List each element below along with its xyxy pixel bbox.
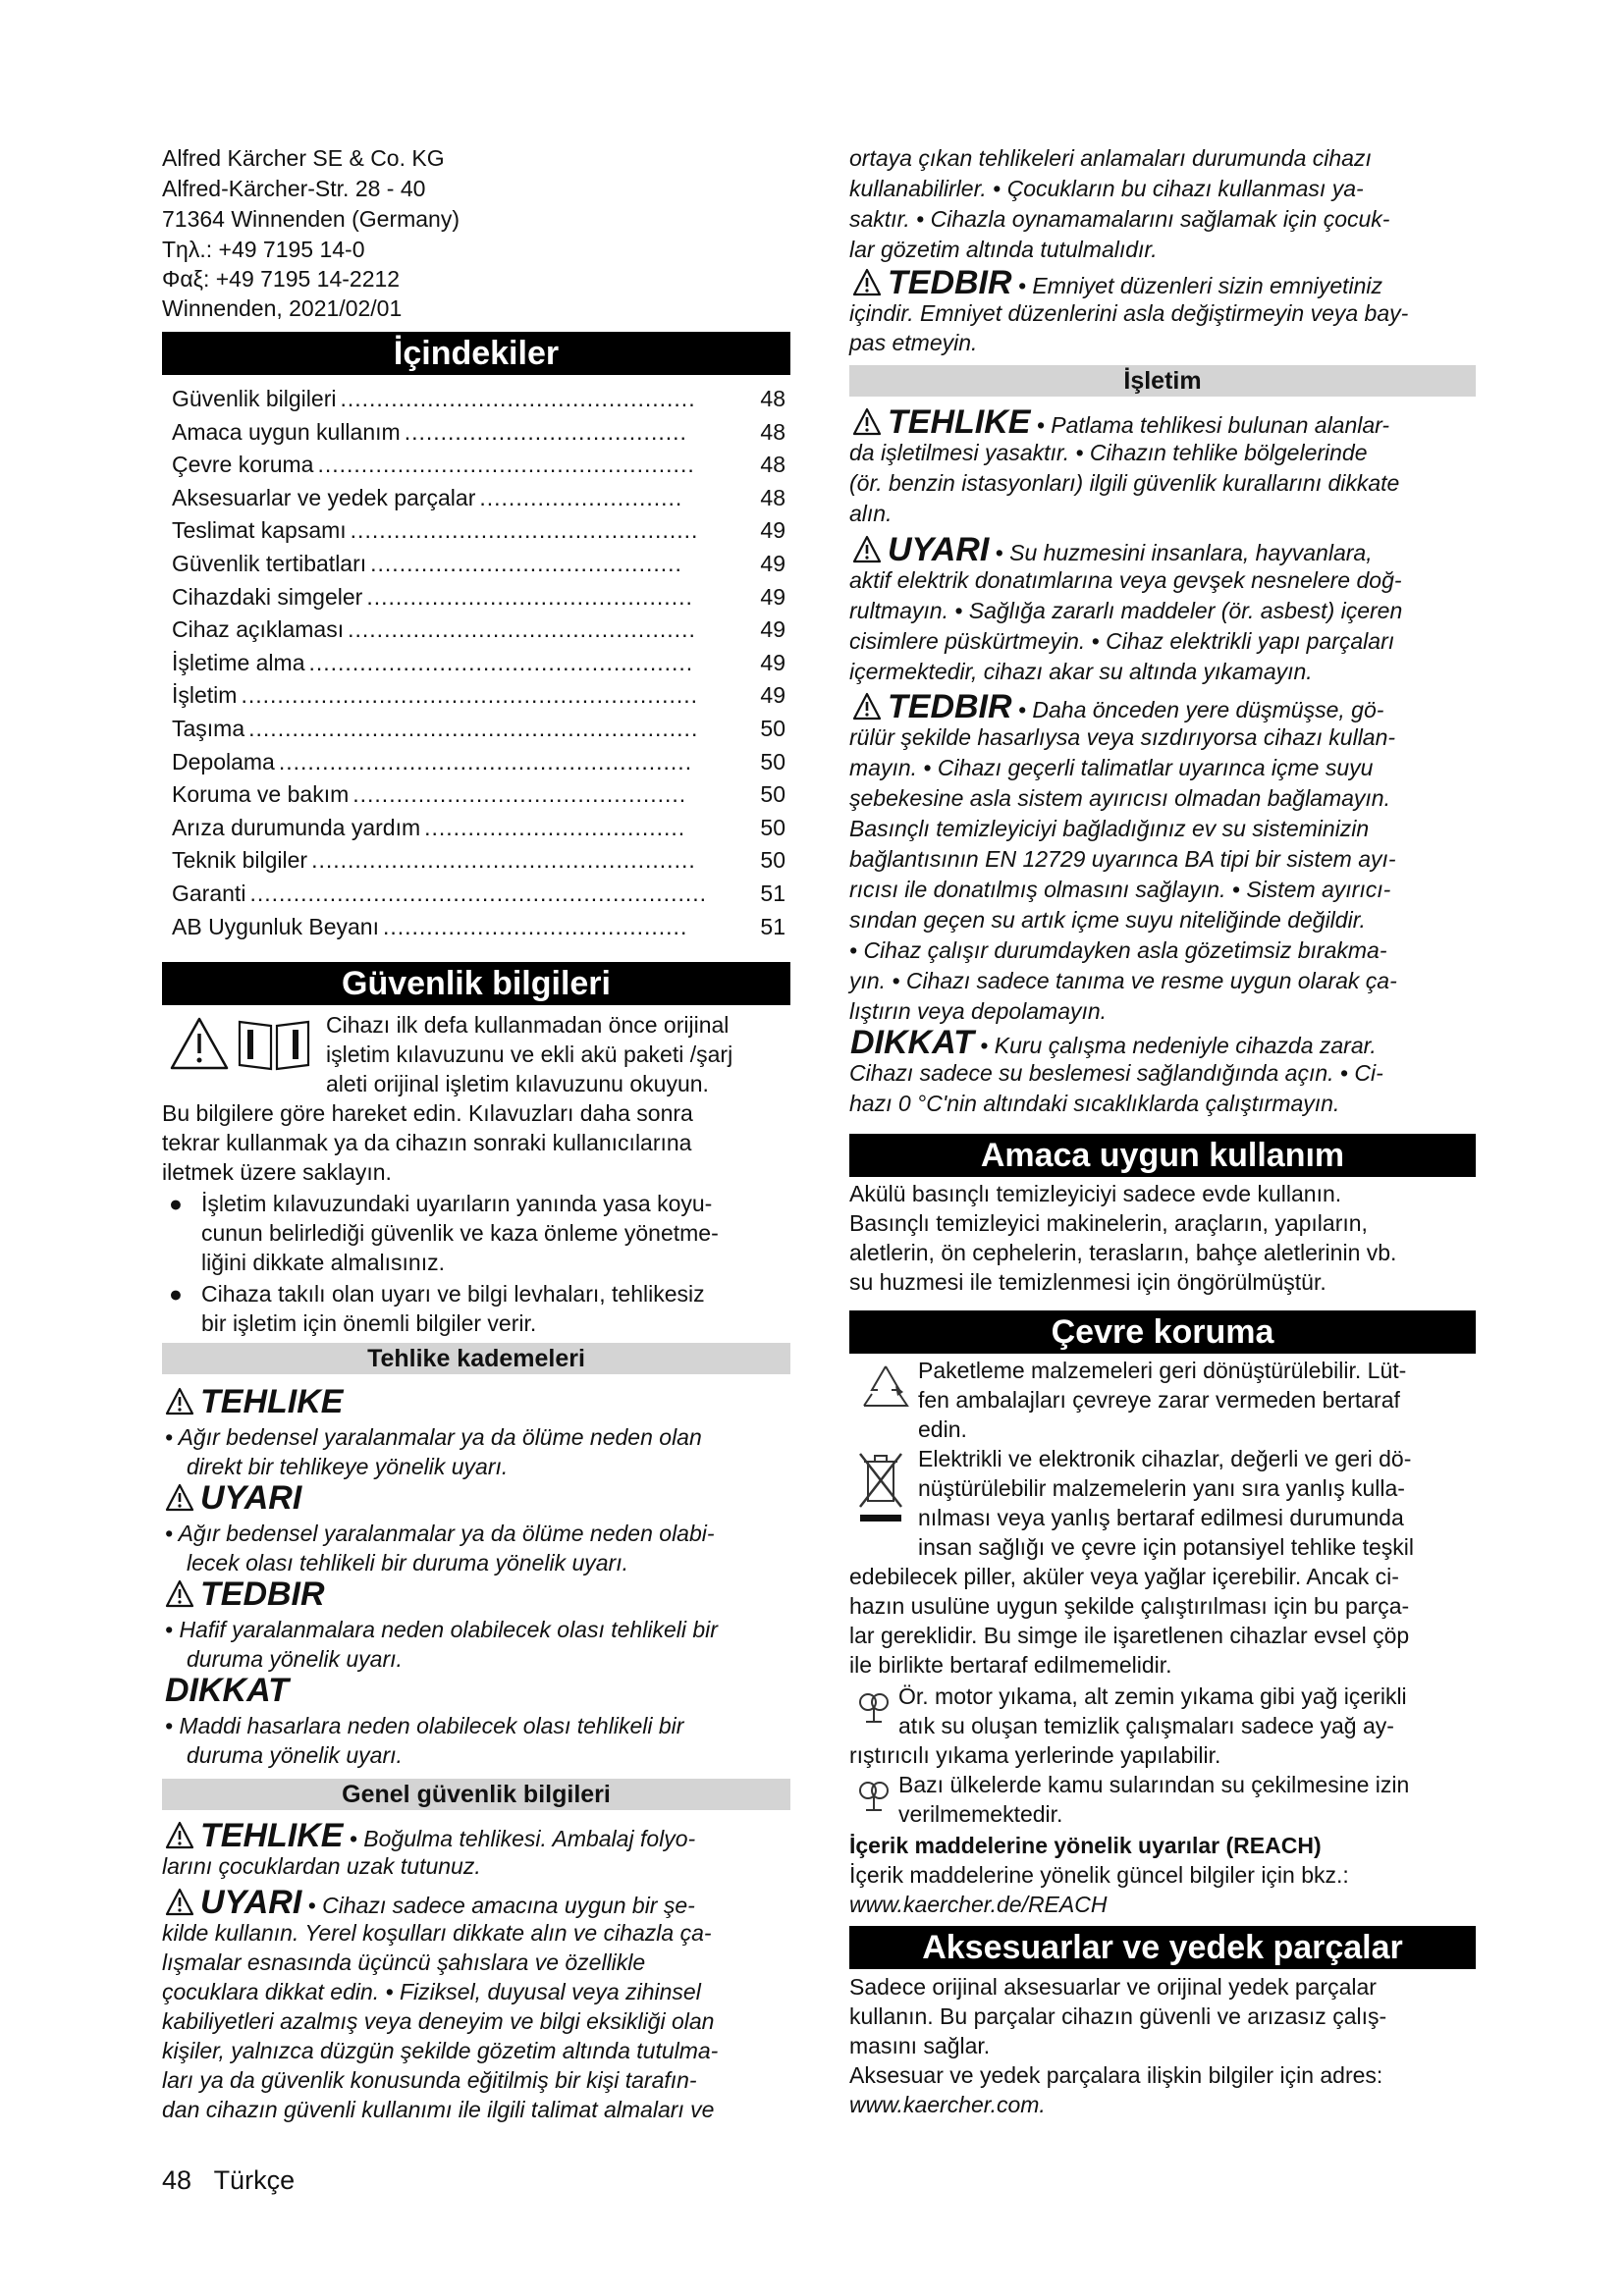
- text-line: hazı 0 °C'nin altındaki sıcaklıklarda çalıştırmayın.: [849, 1091, 1340, 1116]
- text-line: kilde kullanın. Yerel koşulları dikkate alın ve cihazla ça-: [162, 1920, 712, 1946]
- toc-entry[interactable]: [172, 383, 785, 414]
- toc-page-number: 50: [754, 746, 785, 777]
- toc-entry[interactable]: [172, 482, 785, 513]
- toc-entry[interactable]: [172, 581, 785, 613]
- toc-entry[interactable]: [172, 614, 785, 645]
- text-line: dan cihazın güvenli kullanımı ile ilgili talimat almaları ve: [162, 2097, 715, 2122]
- water-tap-icon: [856, 1775, 892, 1814]
- toc-page-number: 49: [754, 679, 785, 711]
- bullet-dot: ●: [169, 1281, 183, 1307]
- toc-leader: .............................................: [366, 583, 693, 610]
- text-line: ortaya çıkan tehlikeleri anlamaları durumunda cihazı: [849, 145, 1372, 171]
- toc-label: İşletime alma: [172, 649, 305, 675]
- text-line: kişiler, yalnızca düzgün şekilde gözetim altında tutulma-: [162, 2038, 719, 2063]
- text-line: nılması veya yanlış bertaraf edilmesi durumunda: [918, 1505, 1404, 1530]
- hazard-label: TEHLIKE: [888, 403, 1031, 441]
- toc-leader: ..........................................: [382, 913, 688, 939]
- hazard-dikkat: DIKKAT: [165, 1672, 289, 1709]
- toc-leader: ............................: [479, 484, 683, 510]
- toc-label: Güvenlik bilgileri: [172, 386, 337, 411]
- accessories-link[interactable]: www.kaercher.com.: [849, 2092, 1046, 2117]
- text-line: aletlerin, ön cephelerin, terasların, bahçe aletlerinin vb.: [849, 1240, 1397, 1265]
- text-line: rultmayın. • Sağlığa zararlı maddeler (ör. asbest) içeren: [849, 598, 1403, 623]
- address-date: Winnenden, 2021/02/01: [162, 295, 403, 321]
- text-line: • Ağır bedensel yaralanmalar ya da ölüme neden olabi-: [165, 1521, 715, 1546]
- text-line: edebilecek piller, aküler veya yağlar içerebilir. Ancak ci-: [849, 1564, 1399, 1589]
- text-line: • Daha önceden yere düşmüşse, gö-: [1017, 697, 1384, 722]
- text-line: edin.: [918, 1416, 967, 1442]
- toc-entry[interactable]: [172, 647, 785, 678]
- toc-page-number: 48: [754, 383, 785, 414]
- footer-language: Türkçe: [213, 2165, 296, 2195]
- toc-page-number: 50: [754, 812, 785, 843]
- text-line: Elektrikli ve elektronik cihazlar, değerli ve geri dö-: [918, 1446, 1412, 1471]
- text-line: • Boğulma tehlikesi. Ambalaj folyo-: [349, 1826, 696, 1851]
- section-title-safety: Güvenlik bilgileri: [162, 962, 790, 1005]
- toc-page-number: 49: [754, 614, 785, 645]
- toc-label: Cihaz açıklaması: [172, 616, 345, 643]
- toc-leader: .....................................................: [308, 649, 694, 675]
- hazard-uyari: [165, 1478, 301, 1518]
- toc-leader: ...............................................................: [241, 682, 699, 709]
- toc-leader: .........................................................: [278, 748, 693, 774]
- crossed-bin-icon: [856, 1448, 905, 1524]
- toc-entry[interactable]: [172, 911, 785, 942]
- toc-label: Aksesuarlar ve yedek parçalar: [172, 484, 476, 510]
- subsection-title-hazard-levels: Tehlike kademeleri: [162, 1343, 790, 1374]
- toc-label: Teknik bilgiler: [172, 847, 308, 874]
- toc-leader: ....................................: [424, 814, 686, 840]
- toc-entry[interactable]: [172, 812, 785, 843]
- hazard-label: UYARI: [888, 531, 990, 568]
- list-item: bir işletim için önemli bilgiler verir.: [201, 1310, 537, 1336]
- toc-entry[interactable]: [172, 878, 785, 909]
- text-line: saktır. • Cihazla oynamamalarını sağlamak için çocuk-: [849, 206, 1390, 232]
- reach-title: İçerik maddelerine yönelik uyarılar (REACH): [849, 1833, 1322, 1858]
- toc-leader: ................................................: [350, 517, 699, 544]
- text-line: iletmek üzere saklayın.: [162, 1159, 392, 1185]
- toc-label: Çevre koruma: [172, 452, 314, 478]
- text-line: duruma yönelik uyarı.: [187, 1742, 403, 1768]
- toc-label: Cihazdaki simgeler: [172, 583, 363, 610]
- list-item: Cihaza takılı olan uyarı ve bilgi levhaları, tehlikesiz: [201, 1281, 705, 1307]
- hazard-label: TEHLIKE: [200, 1383, 344, 1420]
- page-number: 48: [162, 2165, 192, 2195]
- text-line: verilmemektedir.: [898, 1801, 1063, 1827]
- toc-entry[interactable]: [172, 778, 785, 810]
- text-line: Basınçlı temizleyiciyi bağladığınız ev su sisteminizin: [849, 816, 1370, 841]
- text-line: • Maddi hasarlara neden olabilecek olası tehlikeli bir: [165, 1713, 684, 1738]
- text-line: masını sağlar.: [849, 2033, 991, 2058]
- toc-leader: ..............................................................: [248, 716, 699, 741]
- toc-title: İçindekiler: [162, 332, 790, 375]
- toc-label: Koruma ve bakım: [172, 781, 350, 808]
- text-line: kullanın. Bu parçalar cihazın güvenli ve arızasız çalış-: [849, 2003, 1387, 2029]
- text-line: lıştırın veya depolamayın.: [849, 998, 1108, 1024]
- hazard-label: DIKKAT: [850, 1024, 974, 1061]
- address-phone: Tηλ.: +49 7195 14-0: [162, 237, 365, 262]
- text-line: Paketleme malzemeleri geri dönüştürülebilir. Lüt-: [918, 1358, 1407, 1383]
- toc-page-number: 48: [754, 482, 785, 513]
- toc-label: Depolama: [172, 748, 275, 774]
- text-line: lar gereklidir. Bu simge ile işaretlenen cihazlar evsel çöp: [849, 1623, 1410, 1648]
- text-line: içermektedir, cihazı akar su altında yıkamayın.: [849, 659, 1313, 684]
- text-line: rülür şekilde hasarlıysa veya sızdırıyorsa cihazı kullan-: [849, 724, 1396, 750]
- list-item: cunun belirlediği güvenlik ve kaza önleme yönetme-: [201, 1220, 719, 1246]
- hazard-label: TEDBIR: [888, 688, 1012, 725]
- toc-page-number: 51: [754, 911, 785, 942]
- toc-entry[interactable]: [172, 548, 785, 579]
- text-line: mayın. • Cihazı geçerli talimatlar uyarınca içme suyu: [849, 755, 1374, 780]
- text-line: insan sağlığı ve çevre için potansiyel tehlike teşkil: [918, 1534, 1414, 1560]
- text-line: Bu bilgilere göre hareket edin. Kılavuzları daha sonra: [162, 1100, 693, 1126]
- text-line: Cihazı sadece su beslemesi sağlandığında açın. • Ci-: [849, 1060, 1383, 1086]
- toc-entry[interactable]: [172, 679, 785, 711]
- hazard-tedbir: [165, 1575, 325, 1614]
- text-line: su huzmesi ile temizlenmesi için öngörülmüştür.: [849, 1269, 1326, 1295]
- text-line: kabiliyetleri azalmış veya deneyim ve bilgi eksikliği olan: [162, 2008, 715, 2034]
- address-line: Alfred Kärcher SE & Co. KG: [162, 145, 445, 171]
- toc-leader: ....................................................: [317, 452, 695, 478]
- toc-label: Güvenlik tertibatları: [172, 551, 367, 576]
- toc-label: AB Uygunluk Beyanı: [172, 913, 379, 939]
- list-item: İşletim kılavuzundaki uyarıların yanında yasa koyu-: [201, 1191, 713, 1216]
- section-title-intended-use: Amaca uygun kullanım: [849, 1134, 1476, 1177]
- text-line: sından geçen su artık içme suyu niteliğinde değildir.: [849, 907, 1366, 933]
- address-line: 71364 Winnenden (Germany): [162, 206, 460, 232]
- text-line: • Ağır bedensel yaralanmalar ya da ölüme neden olan: [165, 1424, 702, 1450]
- toc-leader: ...............................................................: [249, 881, 708, 906]
- text-line: kullanabilirler. • Çocukların bu cihazı kullanması ya-: [849, 176, 1364, 201]
- text-line: rıştırıcılı yıkama yerlerinde yapılabilir.: [849, 1742, 1221, 1768]
- toc-label: Arıza durumunda yardım: [172, 814, 421, 840]
- text-line: ları ya da güvenlik konusunda eğitilmiş bir kişi tarafın-: [162, 2067, 697, 2093]
- warning-icon: [165, 1888, 194, 1917]
- toc-label: Teslimat kapsamı: [172, 517, 347, 544]
- text-line: Akülü basınçlı temizleyiciyi sadece evde kullanın.: [849, 1181, 1342, 1206]
- toc-page-number: 49: [754, 581, 785, 613]
- toc-entry[interactable]: [172, 844, 785, 876]
- text-line: Sadece orijinal aksesuarlar ve orijinal yedek parçalar: [849, 1974, 1377, 2000]
- hazard-label: TEDBIR: [200, 1575, 325, 1613]
- address-line: Alfred-Kärcher-Str. 28 - 40: [162, 176, 426, 201]
- toc-label: Amaca uygun kullanım: [172, 418, 401, 445]
- text-line: (ör. benzin istasyonları) ilgili güvenlik kurallarını dikkate: [849, 470, 1400, 496]
- toc-leader: .................................................: [340, 386, 696, 411]
- text-line: • Su huzmesini insanlara, hayvanlara,: [995, 540, 1373, 565]
- hazard-label: UYARI: [200, 1884, 302, 1921]
- subsection-title-operation: İşletim: [849, 365, 1476, 397]
- text-line: • Hafif yaralanmalara neden olabilecek olası tehlikeli bir: [165, 1617, 718, 1642]
- text-line: • Cihaz çalışır durumdayken asla gözetimsiz bırakma-: [849, 937, 1387, 963]
- text-line: pas etmeyin.: [849, 330, 978, 355]
- toc-leader: .....................................................: [311, 847, 696, 874]
- toc-entry[interactable]: [172, 416, 785, 448]
- text-line: nüştürülebilir malzemelerin yanı sıra yanlış kulla-: [918, 1475, 1405, 1501]
- hazard-label: TEHLIKE: [200, 1817, 344, 1854]
- text-line: çocuklara dikkat edin. • Fiziksel, duyusal veya zihinsel: [162, 1979, 701, 2004]
- text-line: cisimlere püskürtmeyin. • Cihaz elektrikli yapı parçaları: [849, 628, 1395, 654]
- text-line: alın.: [849, 501, 893, 526]
- reach-text: İçerik maddelerine yönelik güncel bilgiler için bkz.:: [849, 1862, 1349, 1888]
- warning-icon: [165, 1483, 194, 1513]
- toc-page-number: 50: [754, 778, 785, 810]
- warning-icon: [852, 407, 882, 437]
- toc-entry[interactable]: [172, 514, 785, 546]
- text-line: • Cihazı sadece amacına uygun bir şe-: [307, 1893, 695, 1918]
- subsection-title-general-safety: Genel güvenlik bilgileri: [162, 1779, 790, 1810]
- toc-leader: ................................................: [348, 616, 696, 643]
- warning-icon: [169, 1016, 230, 1071]
- text-line: • Patlama tehlikesi bulunan alanlar-: [1036, 412, 1390, 438]
- text-line: aleti orijinal işletim kılavuzunu okuyun.: [326, 1071, 709, 1096]
- text-line: şebekesine asla sistem ayırıcısı olmadan bağlamayın.: [849, 785, 1390, 811]
- toc-leader: ...........................................: [370, 551, 682, 576]
- text-line: Bazı ülkelerde kamu sularından su çekilmesine izin: [898, 1772, 1410, 1797]
- manual-book-icon: [236, 1016, 312, 1071]
- text-line: atık su oluşan temizlik çalışmaları sadece yağ ay-: [898, 1713, 1394, 1738]
- text-line: yın. • Cihazı sadece tanıma ve resme uygun olarak ça-: [849, 968, 1397, 993]
- toc-label: Garanti: [172, 881, 246, 906]
- warning-icon: [165, 1579, 194, 1609]
- text-line: Basınçlı temizleyici makinelerin, araçların, yapıların,: [849, 1210, 1368, 1236]
- text-line: lar gözetim altında tutulmalıdır.: [849, 237, 1158, 262]
- text-line: da işletilmesi yasaktır. • Cihazın tehlike bölgelerinde: [849, 440, 1368, 465]
- hazard-label: TEDBIR: [888, 264, 1012, 301]
- toc-page-number: 48: [754, 449, 785, 480]
- hazard-label: UYARI: [200, 1479, 302, 1517]
- recycle-icon: [856, 1362, 915, 1414]
- list-item: liğini dikkate almalısınız.: [201, 1250, 445, 1275]
- text-line: tekrar kullanmak ya da cihazın sonraki kullanıcılarına: [162, 1130, 692, 1155]
- text-line: lecek olası tehlikeli bir duruma yönelik uyarı.: [187, 1550, 628, 1575]
- section-title-accessories: Aksesuarlar ve yedek parçalar: [849, 1926, 1476, 1969]
- toc-page-number: 51: [754, 878, 785, 909]
- warning-icon: [165, 1387, 194, 1416]
- toc-page-number: 49: [754, 514, 785, 546]
- toc-page-number: 49: [754, 647, 785, 678]
- toc-leader: ..............................................: [352, 781, 687, 808]
- warning-icon: [852, 268, 882, 297]
- text-line: işletim kılavuzunu ve ekli akü paketi /şarj: [326, 1041, 733, 1067]
- warning-icon: [852, 692, 882, 721]
- text-line: Cihazı ilk defa kullanmadan önce orijinal: [326, 1012, 730, 1038]
- text-line: direkt bir tehlikeye yönelik uyarı.: [187, 1454, 509, 1479]
- toc-page-number: 50: [754, 713, 785, 744]
- text-line: aktif elektrik donatımlarına veya gevşek nesnelere doğ-: [849, 567, 1402, 593]
- toc-entry[interactable]: [172, 449, 785, 480]
- toc-page-number: 48: [754, 416, 785, 448]
- toc-label: Taşıma: [172, 716, 245, 741]
- text-line: rıcısı ile donatılmış olmasını sağlayın. • Sistem ayırıcı-: [849, 877, 1391, 902]
- bullet-dot: ●: [169, 1191, 183, 1216]
- warning-icon: [165, 1821, 194, 1850]
- warning-icon: [852, 535, 882, 564]
- toc-entry[interactable]: [172, 746, 785, 777]
- reach-link[interactable]: www.kaercher.de/REACH: [849, 1892, 1108, 1917]
- water-tap-icon: [856, 1686, 892, 1726]
- text-line: Ör. motor yıkama, alt zemin yıkama gibi yağ içerikli: [898, 1683, 1407, 1709]
- toc-entry[interactable]: [172, 713, 785, 744]
- text-line: içindir. Emniyet düzenlerini asla değiştirmeyin veya bay-: [849, 300, 1409, 326]
- toc-page-number: 50: [754, 844, 785, 876]
- text-line: hazın usulüne uygun şekilde çalıştırılması için bu parça-: [849, 1593, 1410, 1619]
- toc-page-number: 49: [754, 548, 785, 579]
- text-line: larını çocuklardan uzak tutunuz.: [162, 1853, 481, 1879]
- hazard-tehlike: [165, 1382, 343, 1421]
- section-title-environment: Çevre koruma: [849, 1310, 1476, 1354]
- toc-leader: .......................................: [404, 418, 687, 445]
- text-line: • Emniyet düzenleri sizin emniyetiniz: [1017, 273, 1383, 298]
- text-line: fen ambalajları çevreye zarar vermeden bertaraf: [918, 1387, 1400, 1413]
- address-fax: Φαξ: +49 7195 14-2212: [162, 266, 401, 292]
- text-line: • Kuru çalışma nedeniyle cihazda zarar.: [980, 1033, 1377, 1058]
- text-line: ile birlikte bertaraf edilmemelidir.: [849, 1652, 1172, 1678]
- page-footer: [162, 2164, 295, 2197]
- toc-label: İşletim: [172, 682, 238, 709]
- text-line: Aksesuar ve yedek parçalara ilişkin bilgiler için adres:: [849, 2062, 1383, 2088]
- text-line: lışmalar esnasında üçüncü şahıslara ve özellikle: [162, 1949, 646, 1975]
- text-line: duruma yönelik uyarı.: [187, 1646, 403, 1672]
- text-line: bağlantısının EN 12729 uyarınca BA tipi bir sistem ayı-: [849, 846, 1396, 872]
